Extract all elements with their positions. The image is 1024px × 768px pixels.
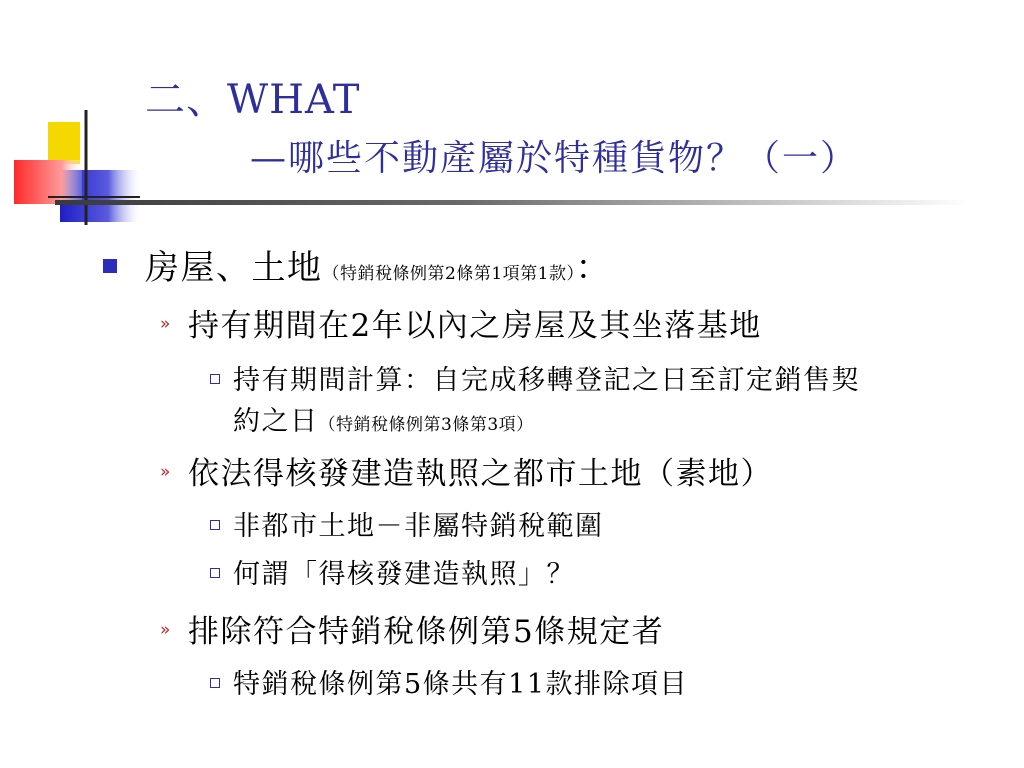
bullet-item1-sub-line2-text: 約之日 xyxy=(233,406,319,437)
double-chevron-right-icon: » xyxy=(160,462,171,482)
hollow-square-bullet-icon xyxy=(210,520,220,530)
bullet-item1-sub-line2 xyxy=(233,399,534,438)
bullet-item2: 依法得核發建造執照之都市土地（素地） xyxy=(188,456,773,492)
hollow-square-bullet-icon xyxy=(210,374,220,384)
bullet-item3-sub: 特銷稅條例第5條共有11款排除項目 xyxy=(233,669,689,700)
bullet-item1: 持有期間在2年以內之房屋及其坐落基地 xyxy=(188,308,762,344)
bullet-level1-text: 房屋、土地 xyxy=(145,248,323,288)
hollow-square-bullet-icon xyxy=(210,568,220,578)
double-chevron-right-icon: » xyxy=(160,314,171,334)
bullet-item3: 排除符合特銷稅條例第5條規定者 xyxy=(188,614,665,650)
double-chevron-right-icon: » xyxy=(160,620,171,640)
slide-title: 二、WHAT xyxy=(145,77,361,123)
bullet-item1-sub-line1: 持有期間計算：自完成移轉登記之日至訂定銷售契 xyxy=(233,365,860,396)
slide-subtitle: —哪些不動產屬於特種貨物？（一） xyxy=(250,138,859,179)
bullet-item2-sub1: 非都市土地－非屬特銷稅範圍 xyxy=(233,511,604,542)
hollow-square-bullet-icon xyxy=(210,678,220,688)
bullet-level1 xyxy=(145,240,611,289)
title-divider xyxy=(55,200,970,205)
bullet-level1-ref: （特銷稅條例第2條第1項第1款） xyxy=(322,264,576,284)
bullet-level1-colon: ： xyxy=(575,248,611,288)
filled-square-bullet-icon xyxy=(103,259,117,273)
bullet-item1-sub-ref: （特銷稅條例第3條第3項） xyxy=(318,415,534,435)
deco-yellow-square xyxy=(48,122,80,164)
bullet-item2-sub2: 何謂「得核發建造執照」？ xyxy=(233,559,575,590)
